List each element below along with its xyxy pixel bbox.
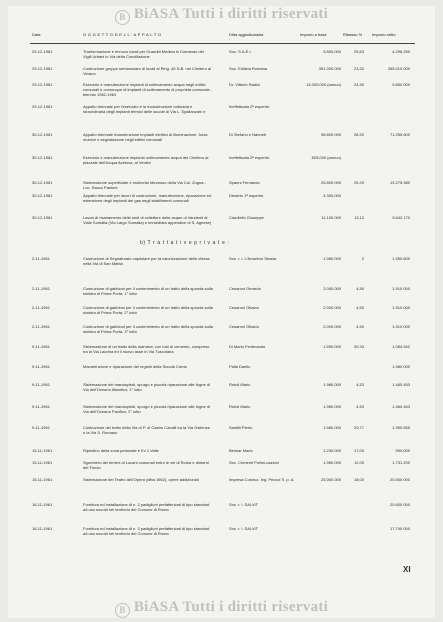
row-ditta: Soc. Cementi Polimi-cazioni: [229, 460, 279, 465]
row-ditta: Rotoli Mario: [229, 404, 251, 409]
row-netto: 265.019.000: [387, 66, 410, 71]
row-ditta: Soc. Edilizia Romana: [229, 66, 268, 71]
row-ditta: Ciardiello Giuseppe: [229, 215, 264, 220]
row-ditta: Dr. Vittorio Radici: [229, 82, 260, 87]
row-importo: 1.980.000: [323, 425, 341, 430]
header-importo-base: Importo a base: [300, 32, 327, 37]
row-oggetto: Appalto triennale manutenzione impianti elettrici di illuminazione, forza motrice e segnalazione negli edifici comunali: [83, 132, 208, 142]
row-netto: 1.084.942: [392, 344, 410, 349]
row-ditta: Di Mario Ferdinando: [229, 344, 266, 349]
row-ditta: Soc. S.A.E.I.: [229, 49, 252, 54]
row-oggetto: Appalto triennale per l'esercizio e la manutenzione ordinaria e straordinaria degli impianti termici delle scuole di Via L. Spallanzani e: [83, 104, 206, 114]
row-date: 30-12-1961: [32, 155, 53, 160]
row-ribasso: 25,29: [353, 180, 364, 185]
row-importo: 4.300.000: [323, 193, 341, 198]
row-ribasso: 23,32: [353, 66, 364, 71]
row-date: 2-11-1961: [32, 305, 50, 310]
row-oggetto: Sgombero dei terreni di Lucani comunali entro le vie di Roma e dintorni del Treuio: [83, 460, 209, 470]
row-oggetto: Costruzione di gabbioni per il contenimento di un tratto della sponda sulla sinistra di Prima Porta, 1° lotto: [83, 286, 213, 296]
row-ditta: Cesaroni Ottavio: [229, 305, 259, 310]
row-oggetto: Sistemazione di un tratto della marrana, con tubi di cemento, compreso tra la Via Laurina ed il nuovo asse in Via Tuscolana: [83, 344, 210, 354]
row-importo: 25.800.000: [320, 180, 341, 185]
row-ditta: Di Stefano e Nanneti: [229, 132, 266, 137]
header-ribasso: Ribasso %: [343, 32, 363, 37]
row-ribasso: 2: [361, 256, 364, 261]
row-importo: 1.230.000: [323, 448, 341, 453]
row-oggetto: Costruzione di gabbioni per il contenimento di un tratto della sponda sulla sinistra di Prima Porta, 3° lotto: [83, 324, 213, 334]
row-netto: 4.296.250: [392, 49, 410, 54]
row-ribasso: 4,50: [356, 305, 364, 310]
row-date: 16-11-1961: [32, 502, 53, 507]
row-oggetto: Costruzione di gabbioni per il contenimento di un tratto della sponda sulla sinistra di Prima Porta, 2° lotto: [83, 305, 213, 315]
row-date: 15-11-1961: [32, 460, 53, 465]
row-importo: 825.000 (annuo): [311, 155, 341, 160]
row-netto: 20.500.000: [389, 477, 410, 482]
row-ditta: Spanni Fernando: [229, 180, 260, 185]
row-ditta: Soc. r. l. SALVIT: [229, 502, 259, 507]
row-importo: 25.000.000: [320, 477, 341, 482]
watermark-seal-icon: B: [115, 603, 130, 618]
section-heading: b) T r a t t a t i v e p r i v a t e :: [140, 240, 230, 246]
header-ditta: Ditta aggiudicataria: [229, 32, 264, 37]
row-ditta: Ineffettuata 2ª esperim.: [229, 104, 271, 109]
watermark-bottom: [0, 599, 443, 618]
row-netto: 19.275.380: [389, 180, 410, 185]
row-importo: 11.100.000: [321, 215, 341, 220]
row-oggetto: Esercizio e manutenzione impianti di sollevamento acqua negli edifici comunali e comunque di impianti di sollevamento di proprietà comunale - biennio 1962-1963: [83, 82, 213, 97]
row-ribasso: 12,00: [353, 460, 364, 465]
row-ribasso: 4,53: [356, 404, 364, 409]
row-date: 2-11-1961: [32, 286, 50, 291]
row-importo: 13.000.000 (annuo): [306, 82, 341, 87]
row-date: 29-12-1961: [32, 66, 53, 71]
row-importo: 1.980.000: [323, 404, 341, 409]
row-oggetto: Fornitura ed installazione di n. 3 padiglioni prefabbricati di tipo standard ad uso scuola nel territorio del Comune di Roma: [83, 526, 210, 536]
row-date: 15-11-1961: [32, 448, 53, 453]
row-oggetto: Ripristino della zona pedonale e Ex 1 Valle: [83, 448, 159, 453]
row-netto: 17.700.000: [389, 526, 410, 531]
row-oggetto: Esercizio e manutenzione impianto sollevamento acqua del Cimitero al piazzale dell'Acqua Acetosa, al Verdici: [83, 155, 209, 165]
row-oggetto: Costruzione gruppo semianulare di locali al Ring. 48 N.B. nel Cimitero al Verano: [83, 66, 212, 76]
row-ditta: Cesaroni Ottavio: [229, 324, 259, 329]
row-ditta: Santilli Pietro: [229, 425, 253, 430]
row-ribasso: 4,53: [356, 382, 364, 387]
row-netto: 71.255.600: [389, 132, 410, 137]
row-date: 2-11-1961: [32, 324, 50, 329]
row-ribasso: 25,63: [353, 49, 364, 54]
row-netto: 1.460.453: [392, 404, 410, 409]
row-oggetto: Appalto triennale per lavori di costruzione, manutenzione, riparazione ed estensione degli impianti del gas negli stabilimenti comunali: [83, 193, 212, 203]
row-importo: 351.000.000: [318, 66, 341, 71]
watermark-seal-icon: B: [115, 10, 130, 25]
row-ditta: Ineffettuata 2ª esperim.: [229, 155, 271, 160]
page-number: XI: [403, 565, 411, 574]
row-date: 29-12-1961: [32, 104, 53, 109]
row-date: 15-11-1961: [32, 477, 53, 482]
row-netto: 9.850.000: [392, 82, 410, 87]
row-importo: 5.800.000: [323, 49, 341, 54]
row-date: 30-12-1961: [32, 180, 53, 185]
row-netto: 1.390.555: [392, 425, 410, 430]
row-importo: 1.980.000: [323, 382, 341, 387]
row-ditta: Soc. r. l. L'Anselmo Strada: [229, 256, 277, 261]
row-ribasso: 17,00: [353, 448, 364, 453]
row-date: 9-11-1961: [32, 344, 50, 349]
row-importo: 2.000.000: [323, 324, 341, 329]
row-netto: 1.910.000: [392, 305, 410, 310]
row-ditta: Impresa Costruz. Ing. Peccol S. p. A.: [229, 477, 295, 482]
row-netto: 20.600.000: [389, 502, 410, 507]
row-netto: 9.642.170: [392, 215, 410, 220]
row-ribasso: 30,33: [353, 344, 364, 349]
row-date: 30-12-1961: [32, 215, 53, 220]
header-oggetto: O G G E T T O D E L L ' A P P A L T O: [83, 32, 162, 37]
row-oggetto: Costruzione di Segnaturato capitolare per la valorizzazione delle chiese nella Via di San Mattia: [83, 256, 210, 266]
row-date: 29-12-1961: [32, 49, 53, 54]
row-netto: 1.910.000: [392, 286, 410, 291]
row-netto: 1.731.200: [392, 460, 410, 465]
row-ribasso: 4,50: [356, 286, 364, 291]
row-date: 2-11-1961: [32, 256, 50, 261]
row-date: 30-12-1961: [32, 193, 53, 198]
row-ribasso: 13,13: [353, 215, 364, 220]
row-importo: 1.980.000: [323, 256, 341, 261]
row-oggetto: Fornitura ed installazione di n. 2 padiglioni prefabbricati di tipo standard ad uso scuola nel territorio del Comune di Roma: [83, 502, 210, 512]
row-date: 30-12-1961: [32, 132, 53, 137]
watermark-text: BiASA Tutti i diritti riservati: [133, 6, 329, 22]
row-importo: 2.000.000: [323, 286, 341, 291]
row-netto: 1.910.000: [392, 324, 410, 329]
row-ribasso: 29,77: [353, 425, 364, 430]
row-oggetto: Sistemazione del Teatro dell'Opera (ditta 1962), opere addizionali: [83, 477, 199, 482]
row-date: 16-11-1961: [32, 526, 53, 531]
row-ribasso: 24,30: [353, 82, 364, 87]
row-ribasso: 28,20: [353, 132, 364, 137]
row-ditta: Soc. r. l. SALVIT: [229, 526, 259, 531]
watermark-text: BiASA Tutti i diritti riservati: [133, 599, 329, 615]
row-netto: 990.000: [395, 448, 410, 453]
row-oggetto: Lavori di risanamento delle sedi di collettore delle acque di Vandenti al Viale Somalia (Via Largo Somalia) e immediata appendice di S. Agnese): [83, 215, 212, 225]
row-oggetto: Sistemazione dei marciapiedi, spurgo e piccola riparazione alle fogne di Via dell'Oceano Atlantico, 1° lotto: [83, 382, 210, 392]
row-oggetto: Sistemazione dei marciapiedi, spurgo e piccola riparazione alle fogne di Via dell'Oceano Pacifico, 2° lotto: [83, 404, 210, 414]
row-oggetto: Costruzione del tratto della Via di P. di Castro Cavalli tra la Via Ostiense e la Via S. Romano: [83, 425, 210, 435]
row-ribasso: 4,50: [356, 324, 364, 329]
row-netto: 1.980.000: [392, 364, 410, 369]
row-ditta: Belmar Mario: [229, 448, 253, 453]
row-importo: 2.000.000: [323, 305, 341, 310]
row-oggetto: Trasformazione e rinnovo locali per Guardia Medica in Comando del Vigili Urbani in Via della Conciliazione: [83, 49, 204, 59]
row-importo: 1.980.000: [323, 460, 341, 465]
row-ditta: Palla Danilo: [229, 364, 251, 369]
row-importo: 1.550.000: [323, 344, 341, 349]
row-ditta: Cesaroni Gerardo: [229, 286, 261, 291]
row-date: 9-11-1961: [32, 364, 50, 369]
header-importo-netto: Importo netto: [372, 32, 396, 37]
row-date: 9-11-1961: [32, 425, 50, 430]
row-date: 9-11-1961: [32, 382, 50, 387]
row-date: 9-11-1961: [32, 404, 50, 409]
row-importo: 98.800.000: [320, 132, 341, 137]
header-data: Data: [32, 32, 41, 37]
row-oggetto: Manutenzione e riparazione dei registri della Scuola Credo: [83, 364, 187, 369]
row-netto: 1.460.453: [392, 382, 410, 387]
row-date: 29-12-1961: [32, 82, 53, 87]
row-netto: 1.950.600: [392, 256, 410, 261]
row-ditta: Deserto 1ª esperim.: [229, 193, 265, 198]
row-oggetto: Sistemazione superficiale e mulinetto bitumoso della Via Col. Zugna - Loc. Sacco Pastore: [83, 180, 206, 190]
row-ribasso: 18,00: [353, 477, 364, 482]
row-ditta: Rotoli Mario: [229, 382, 251, 387]
